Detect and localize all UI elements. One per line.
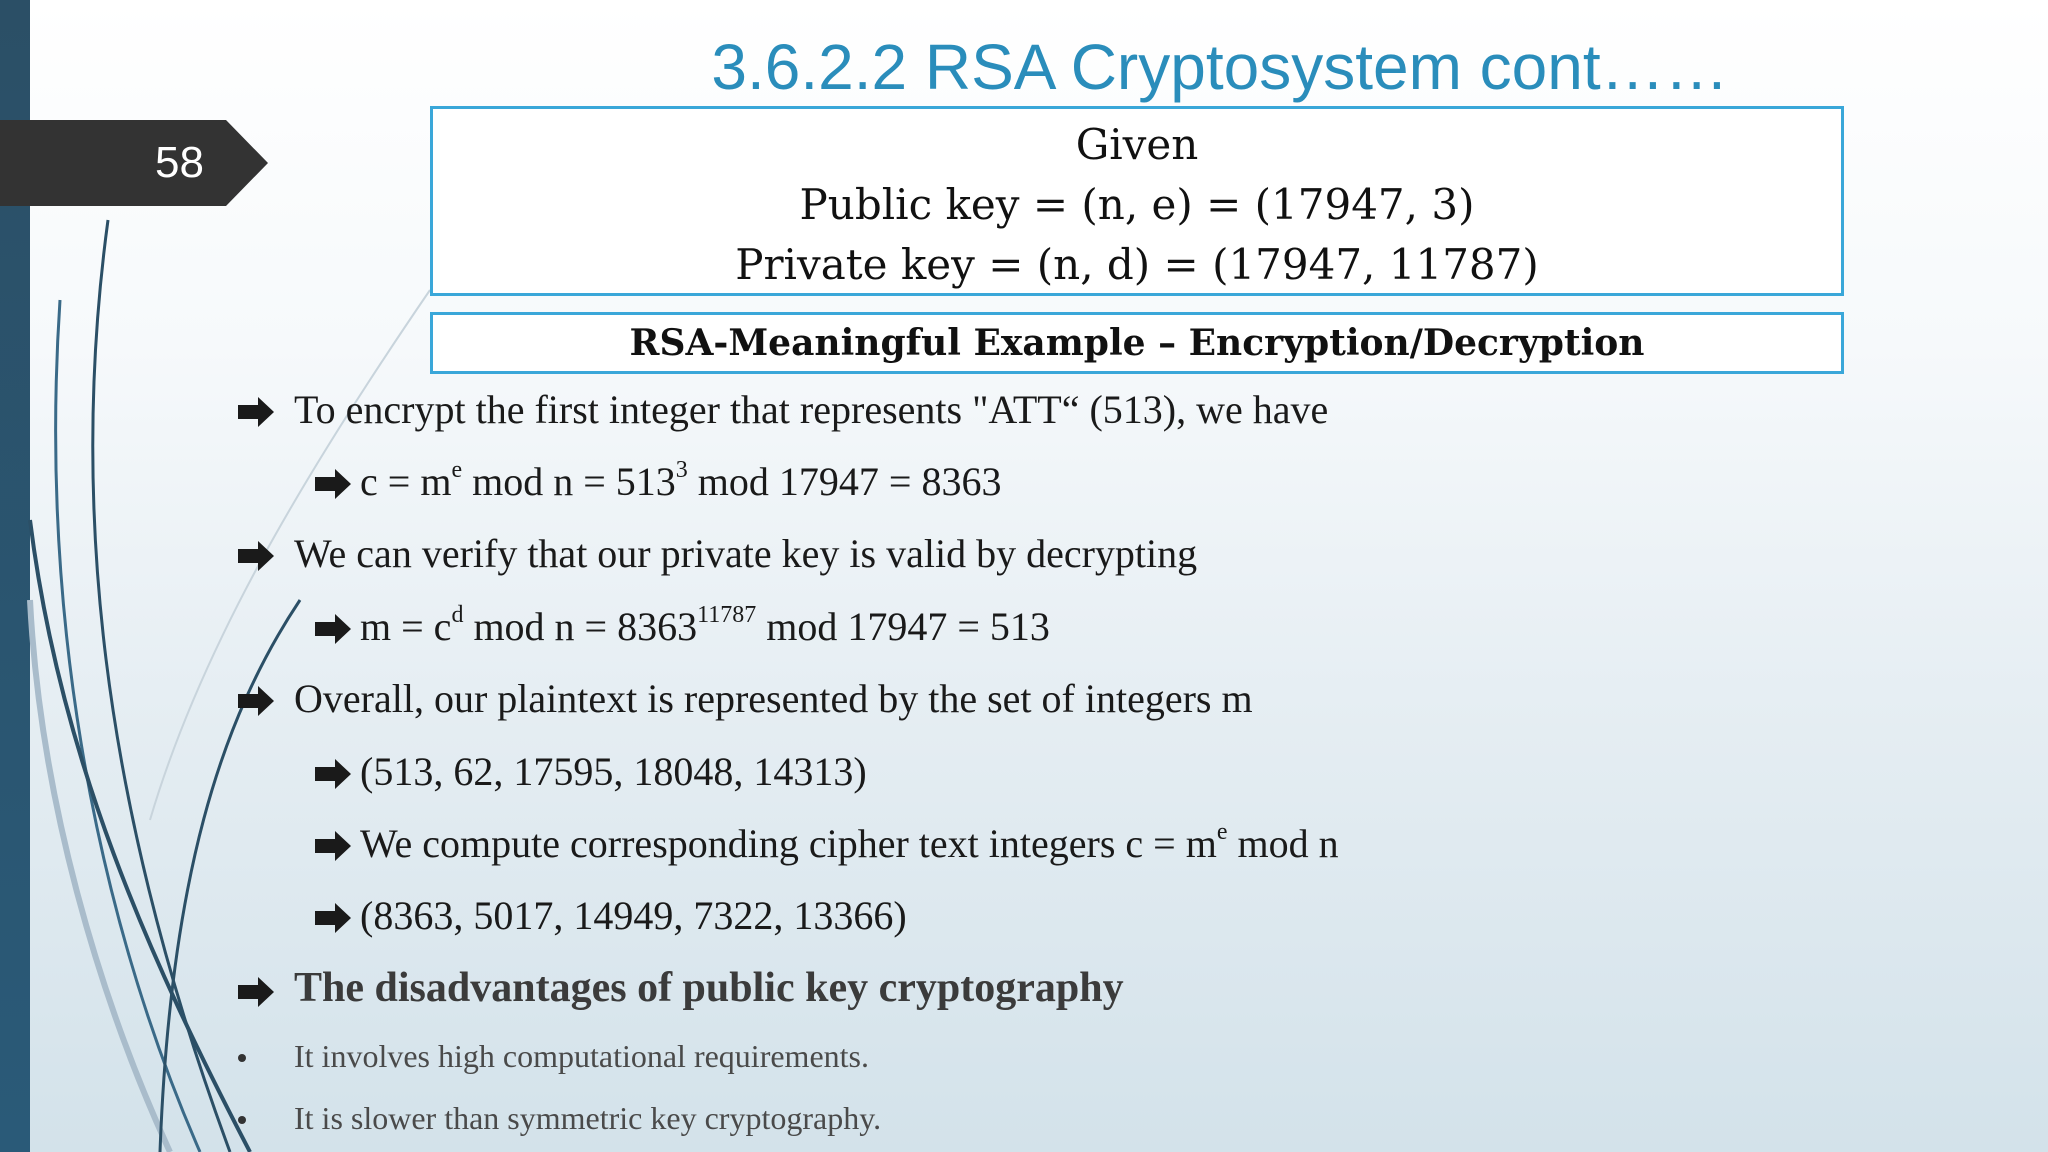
slide-number-tag bbox=[0, 120, 268, 206]
decrypt-formula: $m = c^d$ mod $n = 8363^{11787}$ mod 17947 = 513 bbox=[360, 602, 1050, 649]
arrow-bullet-icon bbox=[238, 977, 274, 1007]
disadvantage-item: It involves high computational requirements. bbox=[294, 1038, 869, 1074]
bullet-verify: We can verify that our private key is valid by decrypting bbox=[294, 531, 1198, 576]
encrypt-formula: $c = m^e$ mod $n = 513^3$ mod 17947 = 8363 bbox=[360, 457, 1002, 504]
bullet-encrypt: To encrypt the first integer that represents "ATT“ (513), we have bbox=[294, 387, 1329, 432]
slide-number: 58 bbox=[155, 138, 204, 187]
example-header-box: RSA-Meaningful Example – Encryption/Decryption bbox=[430, 312, 1844, 374]
arrow-bullet-icon bbox=[238, 397, 274, 427]
arrow-bullet-icon bbox=[315, 903, 351, 933]
slide-number-arrow-shape bbox=[0, 120, 268, 206]
cipher-compute-line: We compute corresponding cipher text integers $c = m^e$ mod n bbox=[360, 819, 1339, 866]
arrow-bullet-icon bbox=[238, 686, 274, 716]
given-keys-box bbox=[430, 106, 1844, 296]
dot-bullet-icon bbox=[238, 1116, 246, 1124]
ciphertext-set: (8363, 5017, 14949, 7322, 13366) bbox=[360, 893, 907, 938]
arrow-bullet-icon bbox=[315, 614, 351, 644]
arrow-bullet-icon bbox=[238, 541, 274, 571]
disadvantages-heading: The disadvantages of public key cryptography bbox=[294, 965, 1124, 1011]
given-label: Given bbox=[1075, 120, 1199, 169]
bullet-overall: Overall, our plaintext is represented by the set of integers m bbox=[294, 676, 1253, 721]
private-key-line: Private key = (n, d) = (17947, 11787) bbox=[735, 240, 1539, 289]
slide-title: 3.6.2.2 RSA Cryptosystem cont…… bbox=[711, 31, 1729, 103]
arrow-bullet-icon bbox=[315, 469, 351, 499]
arrow-bullet-icon bbox=[315, 759, 351, 789]
plaintext-set: (513, 62, 17595, 18048, 14313) bbox=[360, 749, 867, 794]
arrow-bullet-icon bbox=[315, 831, 351, 861]
dot-bullet-icon bbox=[238, 1054, 246, 1062]
public-key-line: Public key = (n, e) = (17947, 3) bbox=[799, 180, 1475, 229]
disadvantage-item: It is slower than symmetric key cryptography. bbox=[294, 1100, 882, 1136]
